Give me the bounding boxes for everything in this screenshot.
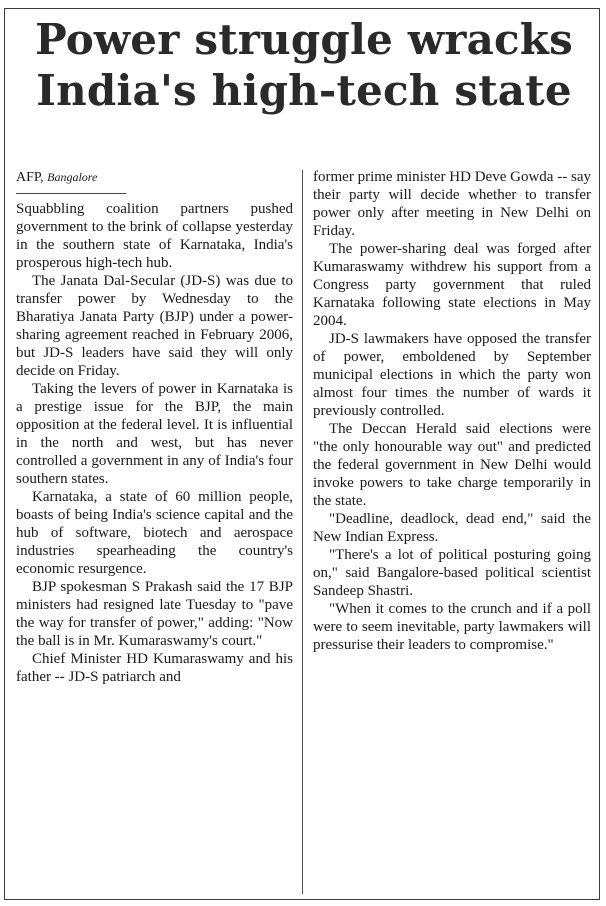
byline-rule bbox=[16, 193, 126, 194]
paragraph: "Deadline, deadlock, dead end," said the New Indian Express. bbox=[313, 511, 591, 545]
paragraph: Karnataka, a state of 60 million people, boasts of being India's science capital and the hub of software, biotech and aerospace industries spearheading the country's economic resurgence. bbox=[16, 489, 293, 577]
paragraph: BJP spokesman S Prakash said the 17 BJP ministers had resigned late Tuesday to "pave the way for transfer of power," adding: "Now the ball is in Mr. Kumaraswamy's court." bbox=[16, 579, 293, 649]
headline-line-1: Power struggle wracks bbox=[35, 15, 573, 64]
paragraph: The power-sharing deal was forged after Kumaraswamy withdrew his support from a Congress party government that ruled Karnataka following state elections in May 2004. bbox=[313, 241, 591, 329]
headline-line-2: India's high-tech state bbox=[36, 66, 572, 115]
paragraph: Squabbling coalition partners pushed government to the brink of collapse yesterday in the southern state of Karnataka, India's prosperous high-tech hub. bbox=[16, 201, 293, 271]
paragraph: "When it comes to the crunch and if a poll were to seem inevitable, party lawmakers will pressurise their leaders to compromise." bbox=[313, 601, 591, 653]
byline-agency: AFP, bbox=[16, 170, 44, 185]
byline bbox=[16, 168, 293, 187]
paragraph: Taking the levers of power in Karnataka is a prestige issue for the BJP, the main opposition at the federal level. It is influential in the north and west, but has never controlled a government in any of India's four southern states. bbox=[16, 381, 293, 487]
paragraph: JD-S lawmakers have opposed the transfer of power, emboldened by September municipal elections in which the party won almost four times the number of wards it previously controlled. bbox=[313, 331, 591, 419]
paragraph: The Deccan Herald said elections were "the only honourable way out" and predicted the federal government in New Delhi would invoke powers to take charge temporarily in the state. bbox=[313, 421, 591, 509]
paragraph: The Janata Dal-Secular (JD-S) was due to transfer power by Wednesday to the Bharatiya Janata Party (BJP) under a power-sharing agreement reached in February 2006, but JD-S leaders have said they will only decide on Friday. bbox=[16, 273, 293, 379]
headline bbox=[10, 14, 598, 116]
article-column-right bbox=[313, 168, 591, 654]
column-divider bbox=[302, 170, 303, 894]
paragraph: Chief Minister HD Kumaraswamy and his father -- JD-S patriarch and bbox=[16, 651, 293, 685]
paragraph: "There's a lot of political posturing going on," said Bangalore-based political scientist Sandeep Shastri. bbox=[313, 547, 591, 599]
article-column-left bbox=[16, 168, 293, 686]
byline-place: Bangalore bbox=[47, 170, 98, 184]
paragraph: former prime minister HD Deve Gowda -- say their party will decide whether to transfer power only after meeting in New Delhi on Friday. bbox=[313, 169, 591, 239]
